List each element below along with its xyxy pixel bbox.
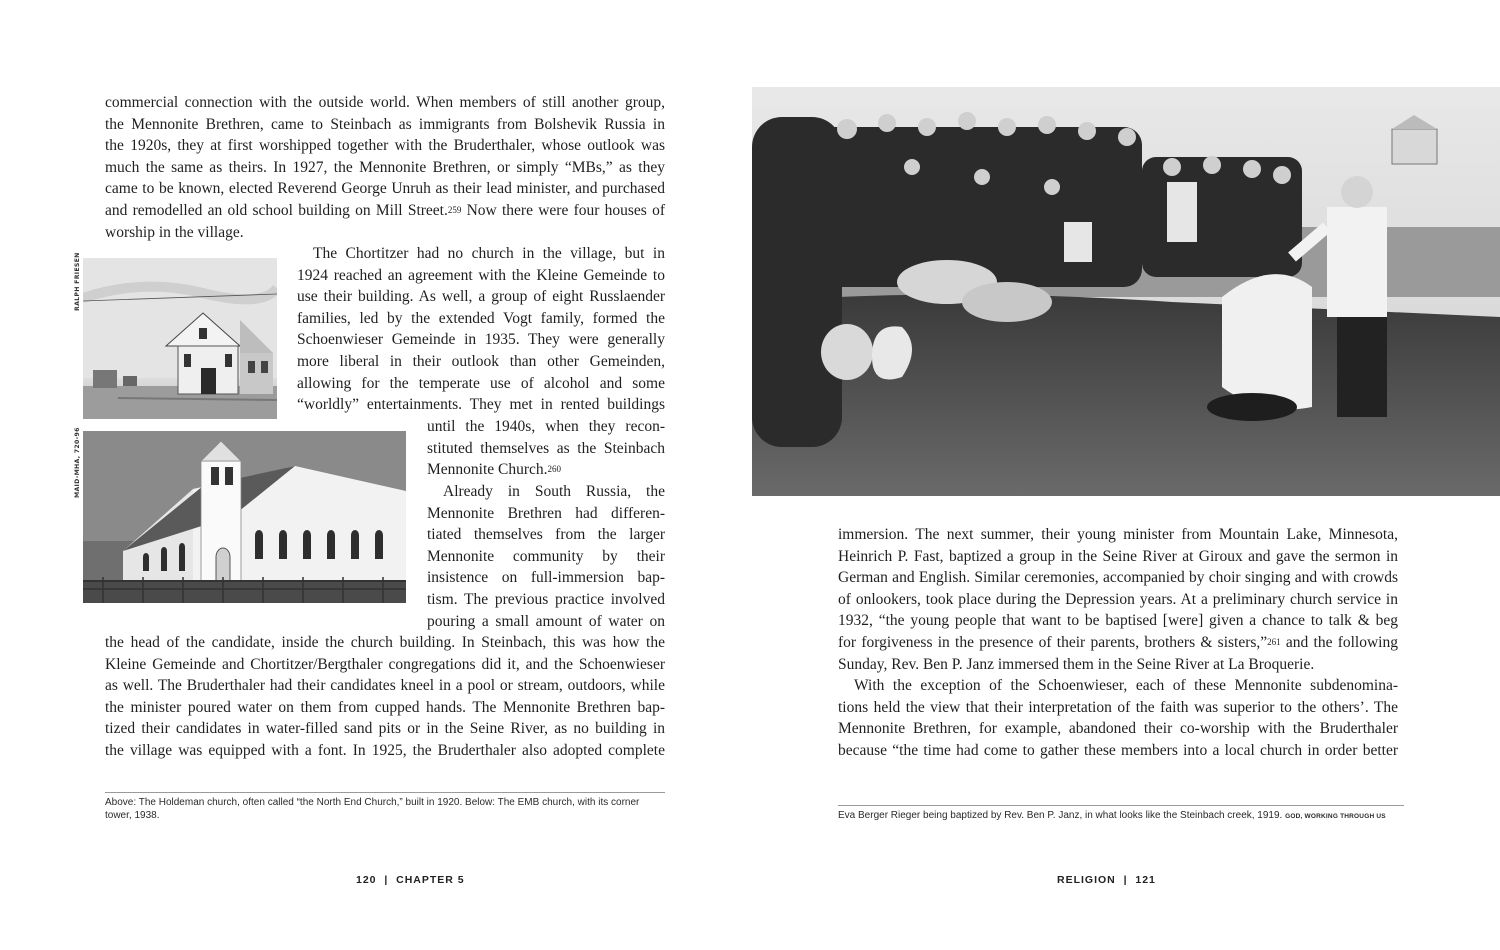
photo-credit-top: RALPH FRIESEN: [74, 252, 81, 311]
text-line: the head of the candidate, inside the church building. In Steinbach, this was how the: [105, 634, 665, 651]
footnote-ref-260: 260: [547, 464, 562, 475]
text-line: the Mennonite Brethren, came to Steinbach as immigrants from Bolshevik Russia in: [105, 115, 665, 133]
text-line: as well. The Bruderthaler had their candidates kneel in a pool or stream, outdoors, while: [105, 677, 665, 695]
text-line: tiated themselves from the larger: [427, 526, 665, 544]
caption-rule: [838, 805, 1404, 806]
text-line: German and English. Similar ceremonies, accompanied by choir singing and with crowds: [838, 569, 1398, 587]
text-segment: With the exception of the Schoenwieser, each of these Mennonite subdenomina-: [854, 677, 1398, 694]
right-paragraph-1: [838, 524, 1398, 675]
baptism-illustration: [752, 87, 1500, 496]
left-paragraph-2: [297, 243, 665, 416]
footnote-ref-261: 261: [1267, 636, 1281, 647]
text-line: more liberal in their outlook than other Gemeinden,: [297, 352, 665, 370]
text-line: came to be known, elected Reverend George Unruh as their lead minister, and purchased: [105, 180, 665, 198]
text-line: Mennonite community by their: [427, 547, 665, 565]
text-segment: and the following: [1280, 633, 1398, 651]
text-line: families, led by the extended Vogt family, formed the: [297, 309, 665, 327]
footnote-ref-259: 259: [447, 204, 462, 215]
text-line: immersion. The next summer, their young minister from Mountain Lake, Minnesota,: [838, 526, 1398, 543]
text-line: worship in the village.: [105, 223, 244, 241]
text-segment: for forgiveness in the presence of their parents, brothers & sisters,”: [838, 633, 1268, 651]
baptism-photo: [752, 87, 1500, 496]
text-segment: Mennonite Church.: [427, 461, 548, 479]
text-line: tized their candidates in water-filled sand pits or in the Seine River, as no building in: [105, 720, 665, 738]
text-line: of onlookers, took place during the Depression years. At a preliminary church service in: [838, 590, 1398, 608]
text-segment: Now there were four houses of: [461, 201, 665, 219]
right-paragraph-2: [838, 675, 1398, 761]
left-paragraph-2-narrow: [427, 416, 665, 481]
text-line: [427, 459, 665, 481]
caption-rule: [105, 792, 665, 793]
emb-church-illustration: [83, 431, 406, 603]
text-line: until the 1940s, when they recon-: [427, 418, 665, 435]
left-folio: 120 | CHAPTER 5: [356, 874, 465, 886]
text-line: use their building. As well, a group of eight Russlaender: [297, 288, 665, 306]
holdeman-church-illustration: [83, 258, 277, 419]
text-line: the 1920s, they at first worshipped together with the Bruderthaler, whose outlook was: [105, 137, 665, 155]
text-line: [838, 675, 1398, 697]
text-segment: The Chortitzer had no church in the village, but in: [313, 245, 665, 262]
right-caption: [838, 809, 1408, 823]
text-line: Sunday, Rev. Ben P. Janz immersed them in the Seine River at La Broquerie.: [838, 655, 1315, 673]
text-line: pouring a small amount of water on: [427, 612, 665, 630]
left-paragraph-3-wide: [105, 632, 665, 762]
text-line: [427, 481, 665, 503]
text-line: allowing for the temperate use of alcohol and some: [297, 374, 665, 392]
right-folio: RELIGION | 121: [1057, 874, 1156, 886]
text-line: the minister poured water on them from cupped hands. The Mennonite Brethren bap-: [105, 698, 665, 716]
left-caption: Above: The Holdeman church, often called “the North End Church,” built in 1920. Below: The EMB church, with its corner tower, 1938.: [105, 797, 640, 821]
photo-credit-bottom: MAID-MHA, 720-96: [74, 427, 81, 498]
text-line: stituted themselves as the Steinbach: [427, 439, 665, 457]
text-line: the village was equipped with a font. In 1925, the Bruderthaler also adopted complete: [105, 741, 665, 759]
text-line: Mennonite Brethren had differen-: [427, 504, 665, 522]
text-line: [838, 632, 1398, 654]
text-line: Heinrich P. Fast, baptized a group in the Seine River at Giroux and gave the sermon in: [838, 547, 1398, 565]
left-paragraph-1: [105, 92, 665, 243]
text-line: [297, 243, 665, 265]
text-line: 1924 reached an agreement with the Kleine Gemeinde to: [297, 266, 665, 284]
text-line: tions held the view that their interpretation of the faith was superior to the others’. The: [838, 698, 1398, 716]
text-segment: and remodelled an old school building on Mill Street.: [105, 201, 448, 219]
text-line: Schoenwieser Gemeinde in 1935. They were generally: [297, 331, 665, 349]
text-line: Mennonite Brethren, for example, abandoned their co-worship with the Bruderthaler: [838, 720, 1398, 738]
emb-church-photo: [83, 431, 406, 603]
left-paragraph-3-narrow: [427, 481, 665, 632]
caption-text: Eva Berger Rieger being baptized by Rev. Ben P. Janz, in what looks like the Steinbach creek, 1919.: [838, 810, 1283, 821]
text-line: Kleine Gemeinde and Chortitzer/Bergthaler congregations did it, and the Schoenwieser: [105, 655, 665, 673]
text-line: 1932, “the young people that want to be baptised [were] given a chance to talk & beg: [838, 612, 1398, 630]
caption-credit: GOD, WORKING THROUGH US: [1285, 813, 1386, 820]
text-line: “worldly” entertainments. They met in rented buildings: [297, 396, 665, 414]
text-line: commercial connection with the outside world. When members of still another group,: [105, 94, 665, 111]
text-line: tism. The previous practice involved: [427, 590, 665, 608]
text-segment: Already in South Russia, the: [443, 483, 665, 500]
right-page: [750, 0, 1500, 950]
text-line: [105, 200, 665, 222]
text-line: much the same as theirs. In 1927, the Mennonite Brethren, or simply “MBs,” as they: [105, 158, 665, 176]
text-line: because “the time had come to gather these members into a local church in order better: [838, 741, 1398, 759]
text-line: insistence on full-immersion bap-: [427, 569, 665, 587]
holdeman-church-photo: [83, 258, 277, 419]
